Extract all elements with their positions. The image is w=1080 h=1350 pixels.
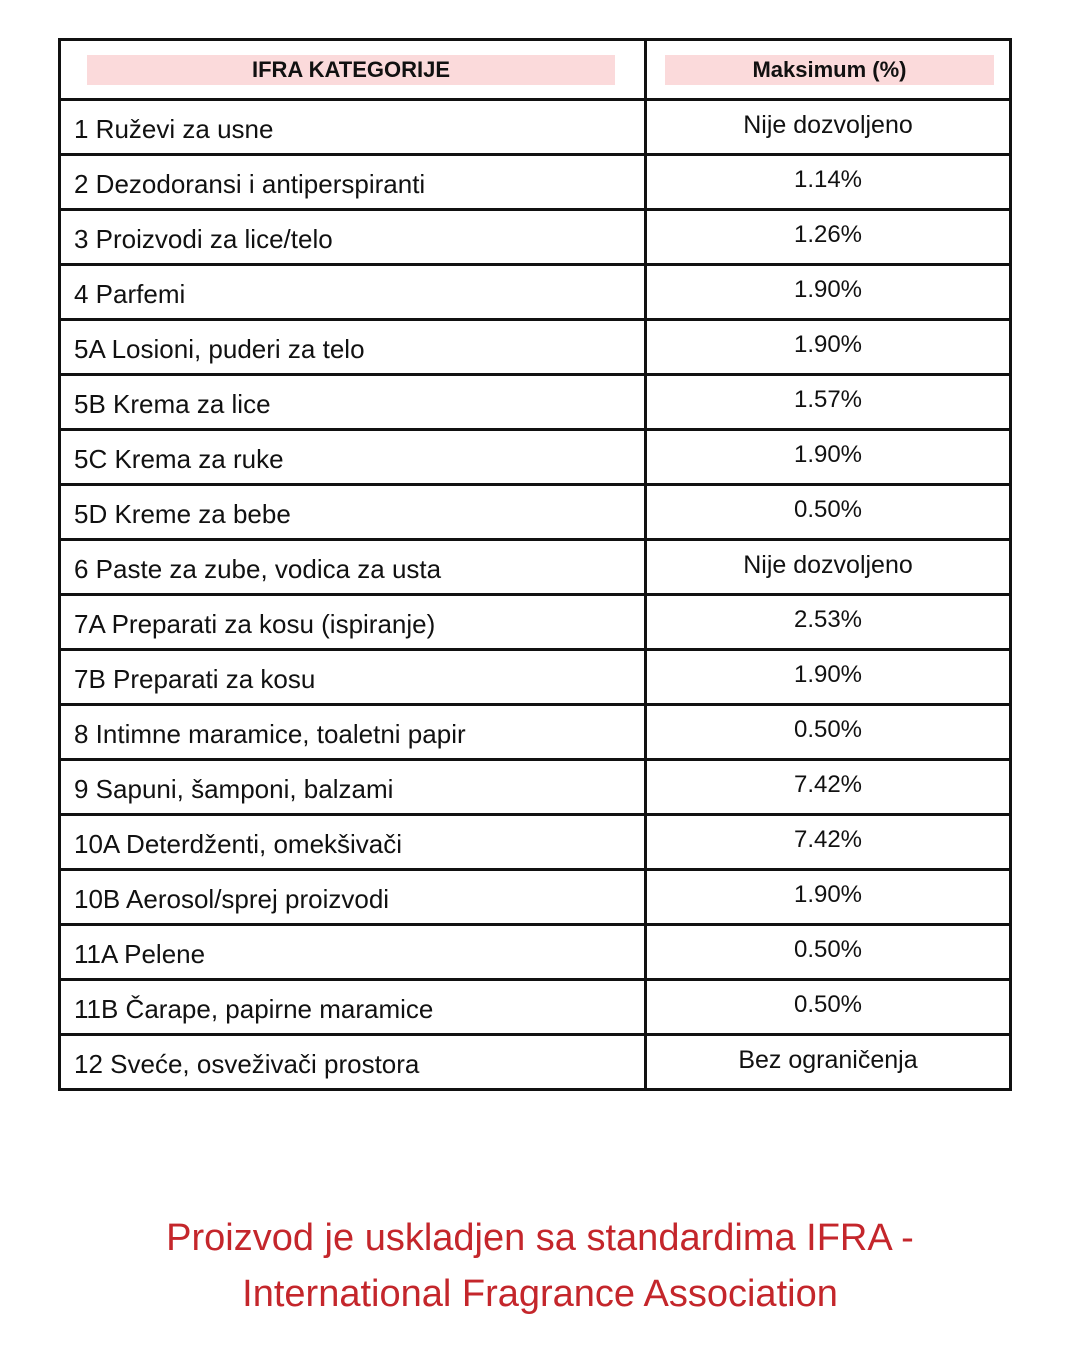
table-row xyxy=(60,650,1011,705)
category-cell: 5A Losioni, puderi za telo xyxy=(60,320,646,375)
table-row xyxy=(60,320,1011,375)
maximum-cell: 1.90% xyxy=(646,650,1011,705)
category-cell: 3 Proizvodi za lice/telo xyxy=(60,210,646,265)
maximum-cell: 7.42% xyxy=(646,815,1011,870)
maximum-cell: 1.90% xyxy=(646,870,1011,925)
maximum-cell: 0.50% xyxy=(646,980,1011,1035)
category-cell: 2 Dezodoransi i antiperspiranti xyxy=(60,155,646,210)
table-row xyxy=(60,760,1011,815)
category-cell: 8 Intimne maramice, toaletni papir xyxy=(60,705,646,760)
table-header-row xyxy=(60,40,1011,100)
maximum-cell: 1.26% xyxy=(646,210,1011,265)
table-row xyxy=(60,870,1011,925)
table-row xyxy=(60,980,1011,1035)
category-cell: 7A Preparati za kosu (ispiranje) xyxy=(60,595,646,650)
table-body xyxy=(60,100,1011,1090)
ifra-table xyxy=(58,38,1012,1091)
header-category-label: IFRA KATEGORIJE xyxy=(87,55,615,85)
category-cell: 7B Preparati za kosu xyxy=(60,650,646,705)
maximum-cell: Nije dozvoljeno xyxy=(646,100,1011,155)
header-category xyxy=(60,40,646,100)
table-row xyxy=(60,100,1011,155)
compliance-note-line-2: International Fragrance Association xyxy=(242,1273,838,1315)
table-row xyxy=(60,925,1011,980)
maximum-cell: 7.42% xyxy=(646,760,1011,815)
maximum-cell: Nije dozvoljeno xyxy=(646,540,1011,595)
header-maximum xyxy=(646,40,1011,100)
table-row xyxy=(60,595,1011,650)
maximum-cell: 1.14% xyxy=(646,155,1011,210)
maximum-cell: 1.90% xyxy=(646,320,1011,375)
category-cell: 10B Aerosol/sprej proizvodi xyxy=(60,870,646,925)
table-row xyxy=(60,815,1011,870)
maximum-cell: Bez ograničenja xyxy=(646,1035,1011,1090)
maximum-cell: 0.50% xyxy=(646,925,1011,980)
table-row xyxy=(60,155,1011,210)
table-row xyxy=(60,265,1011,320)
category-cell: 4 Parfemi xyxy=(60,265,646,320)
compliance-note xyxy=(0,1210,1080,1322)
maximum-cell: 2.53% xyxy=(646,595,1011,650)
maximum-cell: 0.50% xyxy=(646,485,1011,540)
ifra-table-container xyxy=(58,38,1009,1091)
table-row xyxy=(60,375,1011,430)
compliance-note-line-1: Proizvod je uskladjen sa standardima IFRA - xyxy=(166,1217,914,1259)
table-row xyxy=(60,1035,1011,1090)
category-cell: 5C Krema za ruke xyxy=(60,430,646,485)
category-cell: 12 Sveće, osveživači prostora xyxy=(60,1035,646,1090)
maximum-cell: 1.90% xyxy=(646,430,1011,485)
category-cell: 5B Krema za lice xyxy=(60,375,646,430)
maximum-cell: 0.50% xyxy=(646,705,1011,760)
maximum-cell: 1.57% xyxy=(646,375,1011,430)
category-cell: 9 Sapuni, šamponi, balzami xyxy=(60,760,646,815)
category-cell: 1 Ruževi za usne xyxy=(60,100,646,155)
table-row xyxy=(60,705,1011,760)
maximum-cell: 1.90% xyxy=(646,265,1011,320)
table-row xyxy=(60,430,1011,485)
category-cell: 11A Pelene xyxy=(60,925,646,980)
category-cell: 10A Deterdženti, omekšivači xyxy=(60,815,646,870)
category-cell: 11B Čarape, papirne maramice xyxy=(60,980,646,1035)
table-row xyxy=(60,210,1011,265)
category-cell: 5D Kreme za bebe xyxy=(60,485,646,540)
table-row xyxy=(60,540,1011,595)
table-row xyxy=(60,485,1011,540)
header-maximum-label: Maksimum (%) xyxy=(665,55,994,85)
category-cell: 6 Paste za zube, vodica za usta xyxy=(60,540,646,595)
